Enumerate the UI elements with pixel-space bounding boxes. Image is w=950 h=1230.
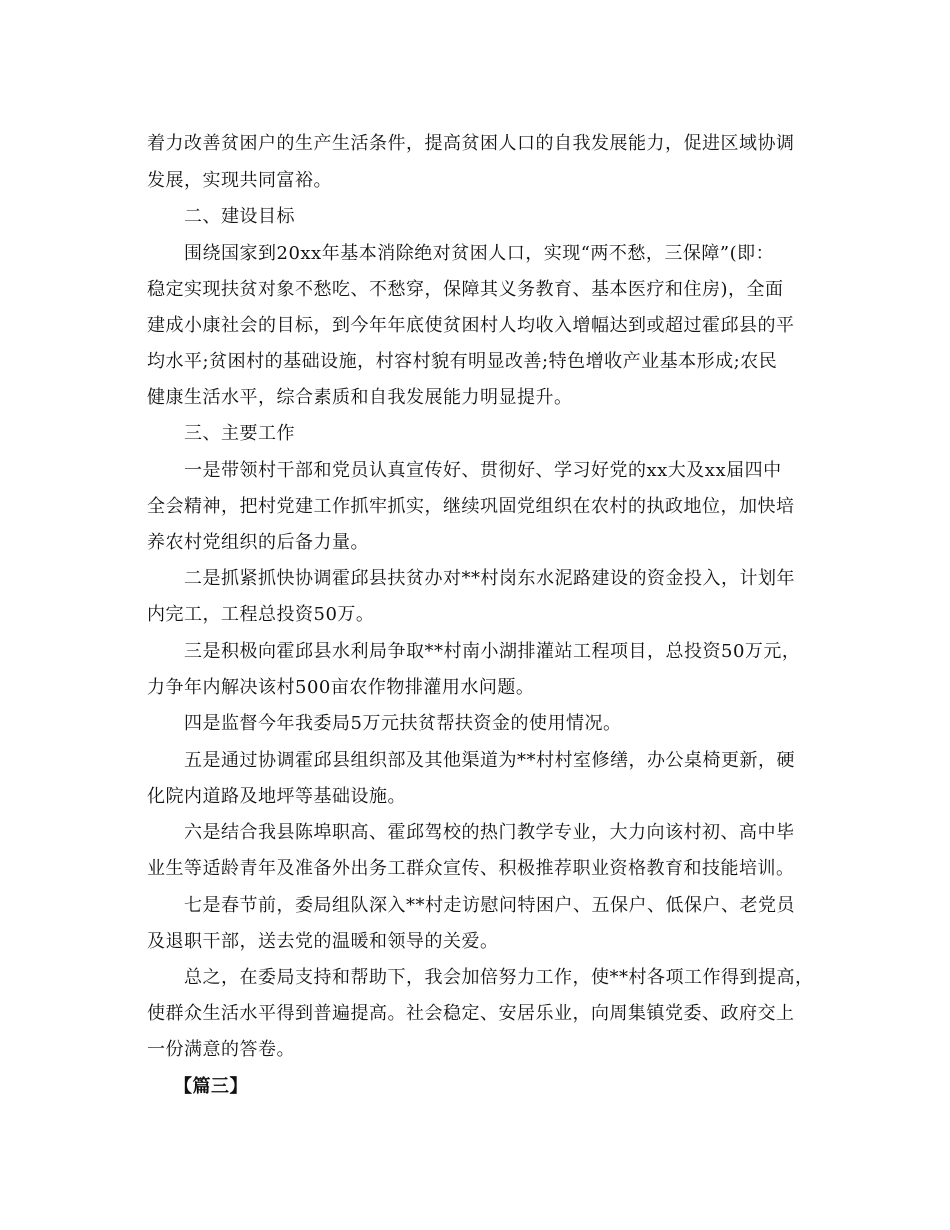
section-heading: 三、主要工作: [184, 423, 295, 444]
paragraph-line: 建成小康社会的目标，到今年年底使贫困村人均收入增幅达到或超过霍邱县的平: [147, 315, 795, 336]
paragraph-line: 稳定实现扶贫对象不愁吃、不愁穿，保障其义务教育、基本医疗和住房)，全面: [147, 279, 784, 300]
paragraph-line: 四是监督今年我委局5万元扶贫帮扶资金的使用情况。: [184, 713, 622, 734]
paragraph-line: 二是抓紧抓快协调霍邱县扶贫办对**村岗东水泥路建设的资金投入，计划年: [184, 568, 795, 589]
paragraph-line: 内完工，工程总投资50万。: [147, 604, 375, 625]
paragraph-line: 一是带领村干部和党员认真宣传好、贯彻好、学习好党的xx大及xx届四中: [184, 460, 782, 481]
section-heading: 二、建设目标: [184, 206, 295, 227]
paragraph-line: 使群众生活水平得到普遍提高。社会稳定、安居乐业，向周集镇党委、政府交上: [147, 1003, 795, 1024]
paragraph-line: 发展，实现共同富裕。: [147, 170, 332, 191]
paragraph-line: 七是春节前，委局组队深入**村走访慰问特困户、五保户、低保户、老党员: [184, 895, 795, 916]
paragraph-line: 五是通过协调霍邱县组织部及其他渠道为**村村室修缮，办公桌椅更新，硬: [184, 750, 795, 771]
paragraph-line: 及退职干部，送去党的温暖和领导的关爱。: [147, 931, 499, 952]
paragraph-line: 均水平;贫困村的基础设施，村容村貌有明显改善;特色增收产业基本形成;农民: [147, 351, 778, 372]
paragraph-line: 六是结合我县陈埠职高、霍邱驾校的热门教学专业，大力向该村初、高中毕: [184, 822, 795, 843]
paragraph-line: 全会精神，把村党建工作抓牢抓实，继续巩固党组织在农村的执政地位，加快培: [147, 496, 795, 517]
paragraph-line: 围绕国家到20xx年基本消除绝对贫困人口，实现“两不愁，三保障”(即：: [184, 243, 775, 264]
paragraph-line: 化院内道路及地坪等基础设施。: [147, 786, 406, 807]
paragraph-line: 养农村党组织的后备力量。: [147, 532, 369, 553]
paragraph-line: 健康生活水平，综合素质和自我发展能力明显提升。: [147, 387, 573, 408]
paragraph-line: 着力改善贫困户的生产生活条件，提高贫困人口的自我发展能力，促进区域协调: [147, 133, 795, 154]
paragraph-line: 一份满意的答卷。: [147, 1039, 295, 1060]
paragraph-line: 总之，在委局支持和帮助下，我会加倍努力工作，使**村各项工作得到提高，: [184, 967, 814, 988]
paragraph-line: 力争年内解决该村500亩农作物排灌用水问题。: [147, 677, 535, 698]
section-tag: 【篇三】: [174, 1076, 248, 1097]
paragraph-line: 三是积极向霍邱县水利局争取**村南小湖排灌站工程项目，总投资50万元，: [184, 641, 801, 662]
paragraph-line: 业生等适龄青年及准备外出务工群众宣传、积极推荐职业资格教育和技能培训。: [147, 858, 795, 879]
